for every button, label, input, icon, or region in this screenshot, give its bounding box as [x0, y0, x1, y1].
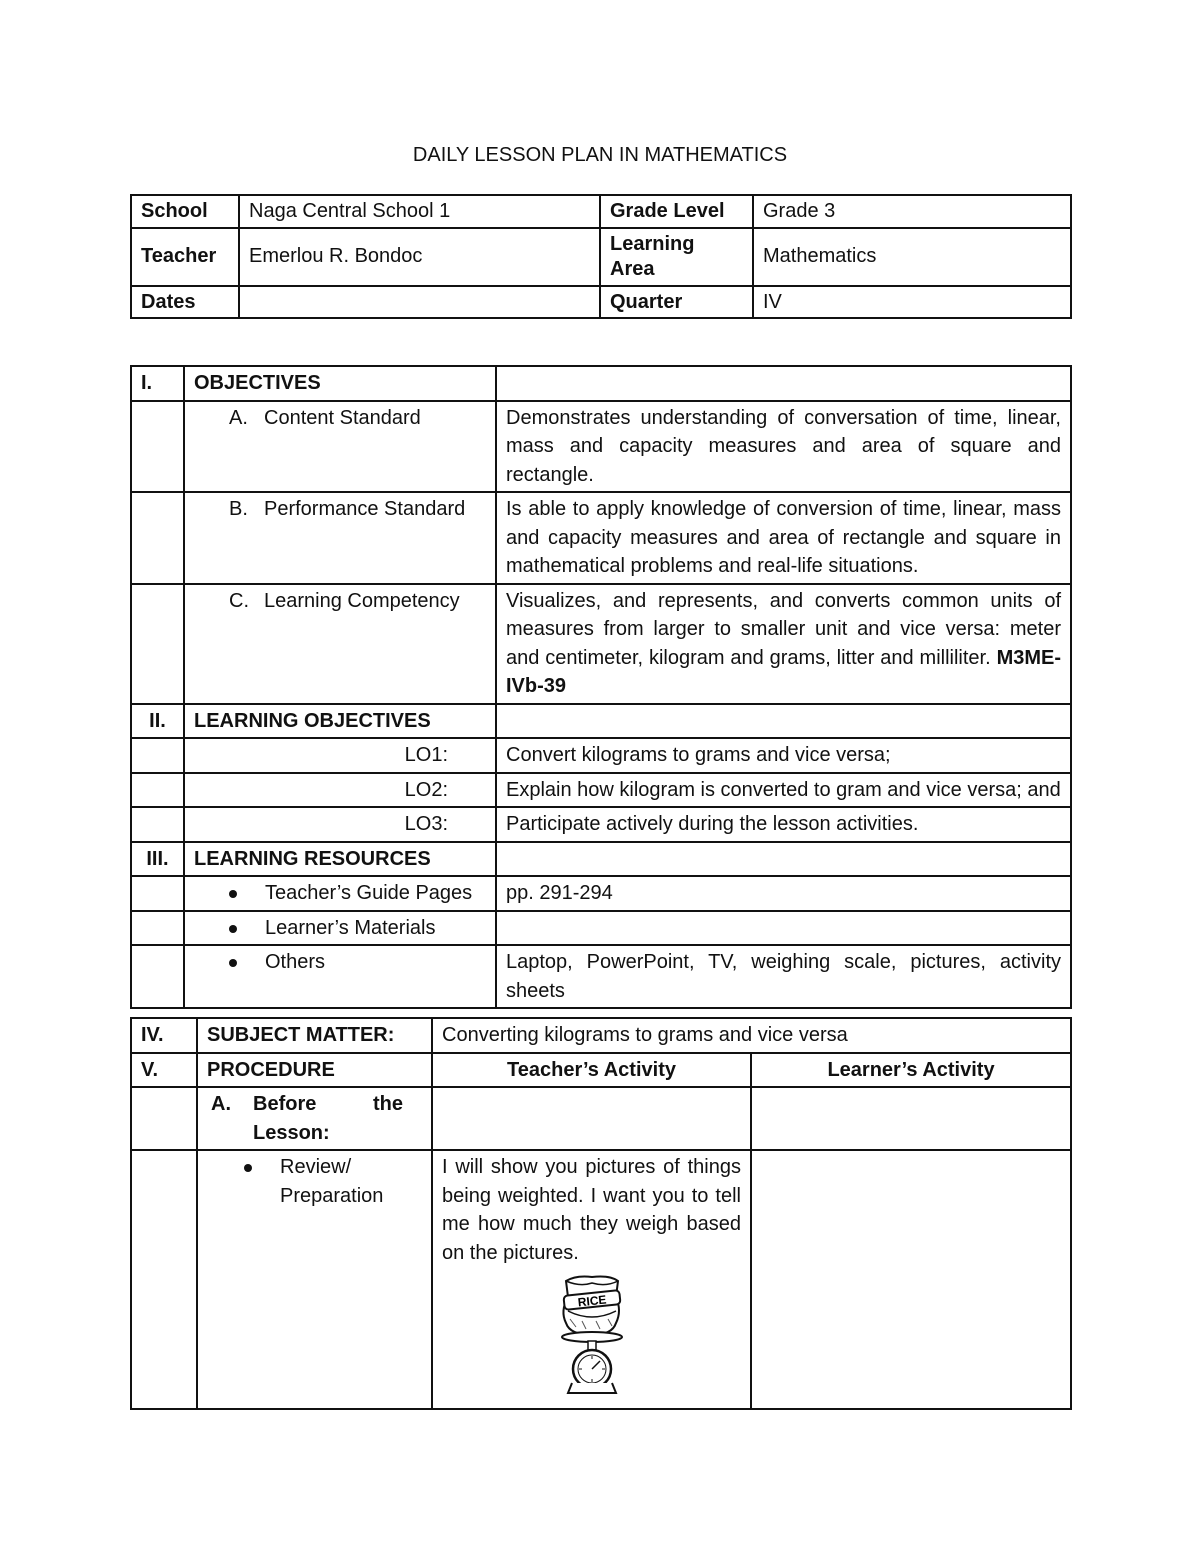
- empty-cell: [131, 911, 184, 946]
- empty-cell: [131, 1150, 197, 1409]
- table-row: [131, 1053, 1071, 1088]
- table-row: [131, 876, 1071, 911]
- table-row: [131, 286, 1071, 319]
- page-title: DAILY LESSON PLAN IN MATHEMATICS: [412, 144, 788, 166]
- section-heading: LEARNING RESOURCES: [184, 842, 496, 877]
- list-letter: C.: [229, 589, 249, 612]
- quarter-label: Quarter: [600, 286, 753, 319]
- list-label: Performance Standard: [264, 498, 466, 520]
- table-row: [131, 911, 1071, 946]
- empty-cell: [496, 704, 1071, 739]
- section-number: V.: [131, 1053, 197, 1088]
- learning-competency-label: [184, 584, 496, 704]
- teacher-value: Emerlou R. Bondoc: [239, 228, 600, 286]
- review-label-text: Review/ Preparation: [280, 1156, 384, 1207]
- grade-label: Grade Level: [600, 195, 753, 228]
- header-table: [130, 194, 1072, 319]
- procedure-label: PROCEDURE: [197, 1053, 432, 1088]
- resource-value: Laptop, PowerPoint, TV, weighing scale, pictures, activity sheets: [496, 945, 1071, 1008]
- lo1-text: Convert kilograms to grams and vice versa;: [496, 738, 1071, 773]
- empty-cell: [131, 876, 184, 911]
- content-standard-label: [184, 401, 496, 493]
- lo2-text: Explain how kilogram is converted to gram and vice versa; and: [496, 773, 1071, 808]
- empty-cell: [131, 401, 184, 493]
- resource-label: [184, 876, 496, 911]
- before-lesson-text: Before the Lesson:: [253, 1093, 403, 1144]
- school-label: School: [131, 195, 239, 228]
- table-row: [131, 1087, 1071, 1150]
- table-row: [131, 773, 1071, 808]
- learner-activity-header: Learner’s Activity: [751, 1053, 1071, 1088]
- empty-cell: [131, 773, 184, 808]
- area-value: Mathematics: [753, 228, 1071, 286]
- table-row: [131, 945, 1071, 1008]
- school-value: Naga Central School 1: [239, 195, 600, 228]
- subject-text: Converting kilograms to grams and vice versa: [432, 1018, 1071, 1053]
- teacher-activity-header: Teacher’s Activity: [432, 1053, 751, 1088]
- bullet-icon: [229, 890, 237, 898]
- before-lesson-label: [197, 1087, 432, 1150]
- resource-label-text: Learner’s Materials: [265, 916, 436, 939]
- dates-value: [239, 286, 600, 319]
- bullet-icon: [229, 925, 237, 933]
- table-row: [131, 842, 1071, 877]
- empty-cell: [432, 1087, 751, 1150]
- section-number: III.: [131, 842, 184, 877]
- performance-standard-label: [184, 492, 496, 584]
- resource-label-text: Others: [265, 951, 326, 973]
- empty-cell: [751, 1087, 1071, 1150]
- section-number: IV.: [131, 1018, 197, 1053]
- empty-cell: [131, 807, 184, 842]
- review-label: [197, 1150, 432, 1409]
- list-letter: A.: [229, 406, 248, 429]
- procedure-table: [130, 1017, 1072, 1410]
- resource-label-text: Teacher’s Guide Pages: [265, 882, 473, 904]
- lo3-label: LO3:: [184, 807, 496, 842]
- subject-label: SUBJECT MATTER:: [197, 1018, 432, 1053]
- grade-value: Grade 3: [753, 195, 1071, 228]
- empty-cell: [496, 366, 1071, 401]
- section-number: I.: [131, 366, 184, 401]
- empty-cell: [131, 584, 184, 704]
- resource-value: pp. 291-294: [496, 876, 1071, 911]
- empty-cell: [131, 1087, 197, 1150]
- table-row: [131, 584, 1071, 704]
- competency-code: M3ME-IVb-39: [506, 646, 1062, 697]
- quarter-value: IV: [753, 286, 1071, 319]
- picture-label: RICE: [576, 1292, 607, 1310]
- lo2-label: LO2:: [184, 773, 496, 808]
- review-learner-activity: [751, 1150, 1071, 1409]
- table-row: [131, 1018, 1071, 1053]
- empty-cell: [131, 738, 184, 773]
- rice-scale-picture: [442, 1267, 741, 1406]
- bullet-icon: [229, 959, 237, 967]
- teacher-label: Teacher: [131, 228, 239, 286]
- performance-standard-text: Is able to apply knowledge of conversion of time, linear, mass and capacity measures and area of rectangle and square in mathematical problems and real-life situations.: [496, 492, 1071, 584]
- table-row: [131, 807, 1071, 842]
- area-label: Learning Area: [600, 228, 753, 286]
- table-row: [131, 228, 1071, 286]
- table-row: [131, 366, 1071, 401]
- bullet-icon: [244, 1164, 252, 1172]
- content-standard-text: Demonstrates understanding of conversation of time, linear, mass and capacity measures and area of square and rectangle.: [496, 401, 1071, 493]
- list-letter: A.: [211, 1093, 231, 1115]
- list-label: Learning Competency: [264, 589, 460, 612]
- empty-cell: [131, 492, 184, 584]
- empty-cell: [496, 842, 1071, 877]
- competency-text: Visualizes, and represents, and converts common units of measures from larger to smaller unit and vice versa: meter and centimeter, kilogram and grams, litter and milliliter.: [506, 589, 1061, 669]
- table-row: [131, 704, 1071, 739]
- table-row: [131, 492, 1071, 584]
- section-heading: LEARNING OBJECTIVES: [184, 704, 496, 739]
- resource-label: [184, 911, 496, 946]
- lo1-label: LO1:: [184, 738, 496, 773]
- review-teacher-text: I will show you pictures of things being weighted. I want you to tell me how much they weigh based on the pictures.: [442, 1156, 741, 1264]
- empty-cell: [131, 945, 184, 1008]
- table-row: [131, 1150, 1071, 1409]
- table-row: [131, 401, 1071, 493]
- table-row: [131, 195, 1071, 228]
- list-letter: B.: [229, 498, 248, 520]
- learning-competency-text: [496, 584, 1071, 704]
- resource-label: [184, 945, 496, 1008]
- section-number: II.: [131, 704, 184, 739]
- resource-value: [496, 911, 1071, 946]
- dates-label: Dates: [131, 286, 239, 319]
- review-teacher-activity: [432, 1150, 751, 1409]
- list-label: Content Standard: [264, 406, 421, 429]
- table-row: [131, 738, 1071, 773]
- objectives-table: [130, 365, 1072, 1009]
- weighing-scale-icon: [556, 1271, 628, 1397]
- lo3-text: Participate actively during the lesson activities.: [496, 807, 1071, 842]
- section-heading: OBJECTIVES: [184, 366, 496, 401]
